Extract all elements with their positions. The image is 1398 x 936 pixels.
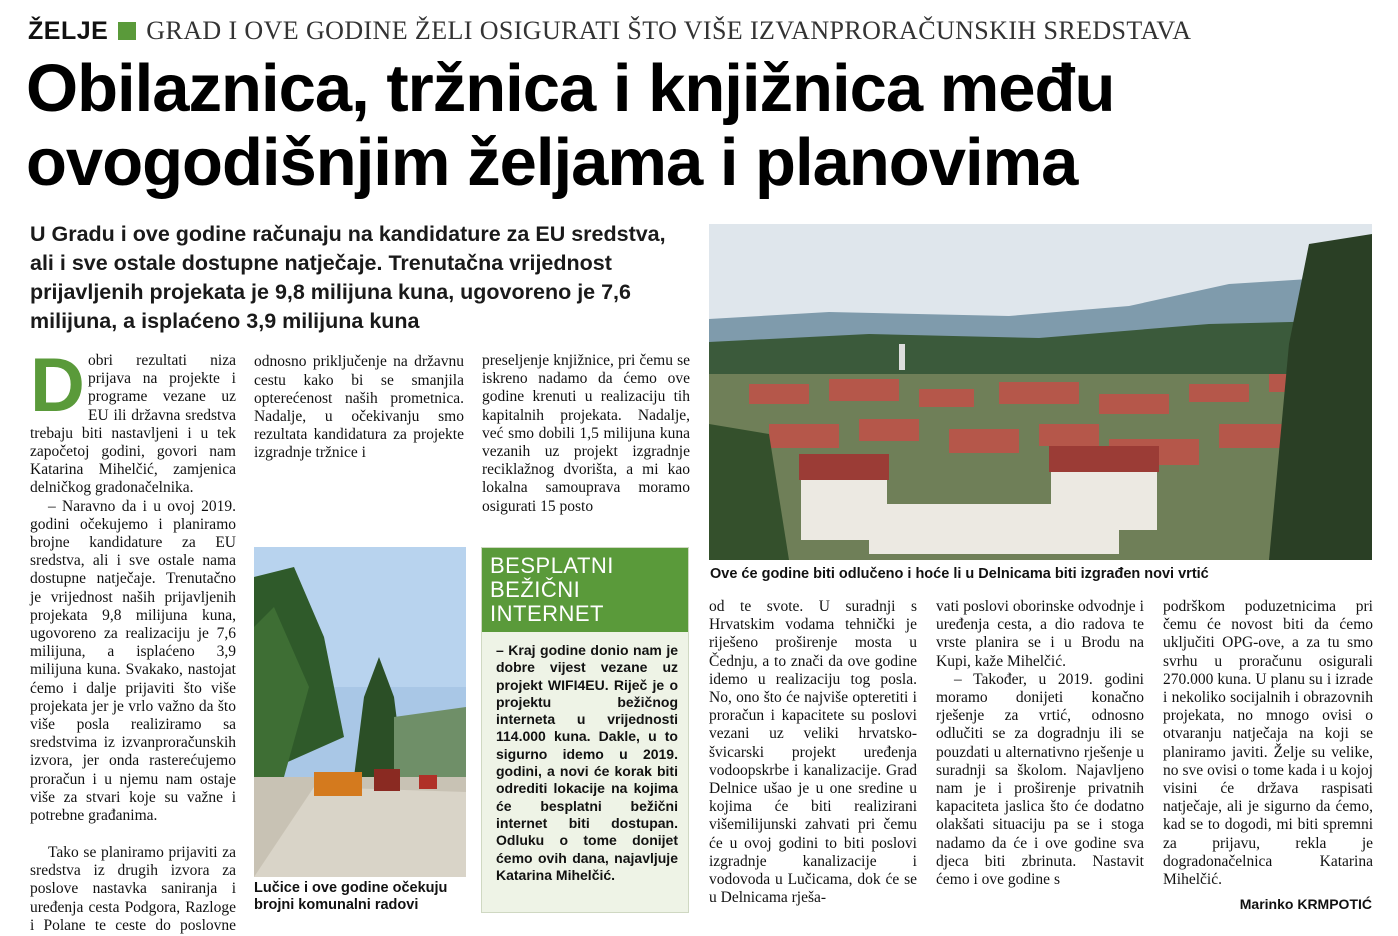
section-kicker [28, 14, 1388, 48]
sidebar-body: – Kraj godine donio nam je dobre vijest vezane uz projekt WIFI4EU. Riječ je o projektu bežičnog interneta u vrijednosti 114.000 kuna. Dakle, u to sigurno idemo u 2019. godini, a novi će korak biti odrediti lokacije na kojima će besplatni bežični internet biti dostupan. Odluku o tome donijet ćemo ovih dana, najavljuje Katarina Mihelčić. [496, 642, 678, 883]
road-photo-image [254, 547, 466, 877]
article-paragraph-continued: odnosno priključenje na državnu cestu kako bi se smanjila opterećenost naših prometnica. Nadalje, u očekivanju smo rezultata kandidatura za projekte izgradnje tržnice i [254, 353, 464, 462]
article-paragraph: – Naravno da i u ovoj 2019. godini očekujemo i planiramo brojne kandidature za EU sredstva, ali i sve ostale nama dostupne natječaje. Trenutačno je vrijednost naših prijavljenih projekata 9,8 milijuna kuna, ugovoreno za realizaciju je 7,6 milijuna, a isplaćeno 3,9 milijuna kuna. Svakako, nastojat ćemo i dalje prijaviti što više projekata jer je vrlo važno da što više posla realiziramo sa sredstvima iz izvanproračunskih izvora, jer onda rasterećujemo proračun i u njemu nam ostaje više za stvari koje su važne i potrebne građanima. [30, 497, 236, 825]
town-photo-image [709, 224, 1372, 560]
lead-paragraph: U Gradu i ove godine računaju na kandidature za EU sredstva, ali i sve ostale dostupne natječaje. Trenutačna vrijednost prijavljenih projekata je 9,8 milijuna kuna, ugovoreno je 7,6 milijuna, a isplaćeno 3,9 milijuna kuna [30, 222, 666, 333]
article-paragraph: obri rezultati niza prijava na projekte i programe vezane uz EU ili državna sredstva trebaju biti nastavljeni i u tek započetoj godini, govori nam Katarina Mihelčić, zamjenica delničkog gradonačelnika. [30, 352, 236, 497]
drop-cap: D [30, 343, 85, 428]
road-works-photo [254, 547, 466, 877]
main-photo-caption: Ove će godine biti odlučeno i hoće li u Delnicama biti izgrađen novi vrtić [710, 566, 1209, 582]
road-photo-caption: Lučice i ove godine očekuju brojni komunalni radovi [254, 880, 448, 913]
article-paragraph: preseljenje knjižnice, pri čemu se iskreno nadamo da ćemo ove godine krenuti u realizaciju tih kapitalnih projekata. Nadalje, već smo dobili 1,5 milijuna kuna vezanih uz projekt izgradnje reciklažnog dvorišta, a mi kao lokalna samouprava moramo osigurati 15 posto [482, 352, 690, 515]
article-column-1 [30, 343, 236, 934]
article-column-3 [482, 352, 690, 516]
article-column-5 [936, 598, 1144, 889]
sidebar-title: BESPLATNI BEŽIČNI INTERNET [482, 548, 688, 632]
article-column-4 [709, 598, 917, 907]
byline: Marinko KRMPOTIĆ [1239, 896, 1372, 912]
article-paragraph: vati poslovi oborinske odvodnje i uređenja cesta, a dio radova te vrste planira se i u Brodu na Kupi, kaže Mihelčić. [936, 598, 1144, 670]
delnice-town-photo [709, 224, 1372, 560]
article-column-6 [1163, 598, 1373, 889]
article-paragraph: Tako se planiramo prijaviti za sredstva iz drugih izvora za poslove nastavka saniranja i uređenja cesta Podgora, Razloge i Polane te ceste do poslovne [30, 844, 236, 934]
sidebar-box [481, 547, 689, 913]
green-square-icon [118, 22, 136, 40]
kicker-subtitle: GRAD I OVE GODINE ŽELI OSIGURATI ŠTO VIŠE IZVANPRORAČUNSKIH SREDSTAVA [146, 16, 1192, 45]
headline: Obilaznica, tržnica i knjižnica među ovogodišnjim željama i planovima [26, 51, 1115, 200]
article-paragraph: – Također, u 2019. godini moramo donijeti konačno rješenje za vrtić, odnosno odlučiti se za dogradnju ili se pouzdati u alternativno rješenje u suradnji sa školom. Najavljeno nam je i proširenje privatnih kapaciteta jaslica što će dodatno olakšati situaciju pa se i stoga nadamo da će i ove godine sva djeca biti zbrinuta. Nastavit ćemo i ove godine s [936, 670, 1144, 889]
article-paragraph: od te svote. U suradnji s Hrvatskim vodama tehnički je riješeno proširenje mosta u Čednju, a to znači da ove godine idemo u realizaciju tog posla. No, ono što će najviše opteretiti i proračun i kapacitete su poslovi vezani uz veliki hrvatsko-švicarski projekt uređenja vodoopskrbe i kanalizacije. Grad Delnice ušao je u one sredine u kojima će biti realizirani višemilijunski zahvati pri čemu će u ovoj godini to biti poslovi izgradnje kanalizacije i vodovoda u Lučicama, dok će se u Delnicama rješa- [709, 598, 917, 907]
article-paragraph: podrškom poduzetnicima pri čemu će novost biti da ćemo uključiti OPG-ove, a za tu smo svrhu u proračunu osigurali 270.000 kuna. U planu su i izrade i nekoliko socijalnih i obrazovnih projekata, no mnogo ovisi o otvaranju natječaja na koji se planiramo javiti. Želje su velike, no sve ovisi o tome kada i u kojoj visini će država raspisati natječaje, ali je sigurno da ćemo, kad se to dogodi, mi biti spremni za prijavu, rekla je dogradonačelnica Katarina Mihelčić. [1163, 598, 1373, 889]
section-label: ŽELJE [28, 16, 109, 45]
article-column-2 [254, 352, 464, 534]
